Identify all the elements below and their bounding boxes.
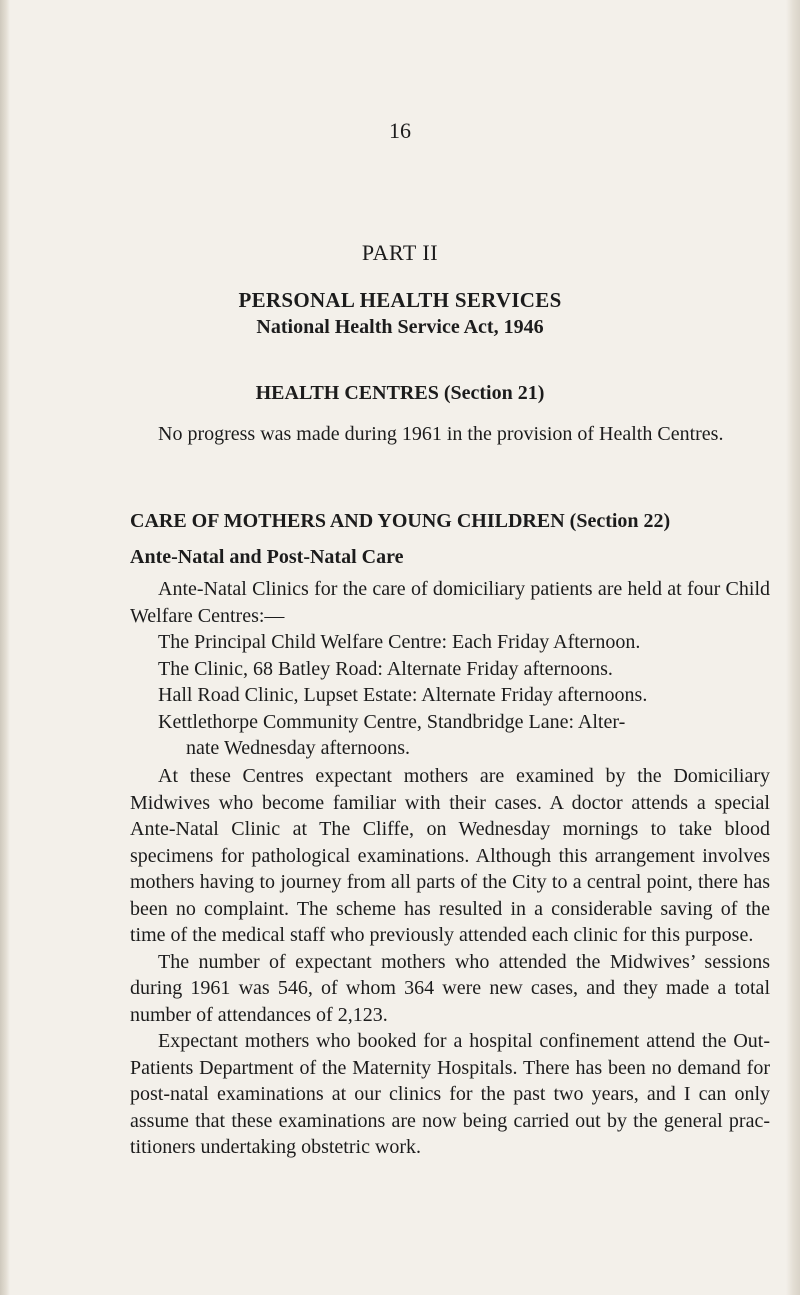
paragraph-midwives: At these Centres expectant mothers are examined by the Domiciliary Midwives who become familiar with their cases. A doctor attends a special Ante-Natal Clinic at The Cliffe, on Wednesday mornings to take blood specimens for pathological examinations. Although this arrangement involves mothers having to journey from all parts of the City to a central point, there has been no complaint. The scheme has resulted in a considerable saving of the time of the medical staff who previously attended each clinic for this purpose. [130,765,770,946]
body-paragraphs [130,763,770,1161]
page-left-edge [0,0,10,1295]
clinic-item: Hall Road Clinic, Lupset Estate: Alternate Friday afternoons. [158,684,648,706]
page-number: 16 [389,118,411,143]
clinics-intro: Ante-Natal Clinics for the care of domiciliary patients are held at four Child Welfare Centres:— [130,578,770,627]
clinic-item: The Principal Child Welfare Centre: Each Friday Afternoon. [158,631,641,653]
page-right-edge [786,0,800,1295]
clinic-item-line1: Kettlethorpe Community Centre, Standbridge Lane: Alter- [158,710,626,733]
clinics-block [130,576,770,762]
act-heading: National Health Service Act, 1946 [256,316,544,338]
health-centres-heading: HEALTH CENTRES (Section 21) [255,382,545,404]
clinic-item: The Clinic, 68 Batley Road: Alternate Friday afternoons. [158,657,613,680]
health-centres-text: No progress was made during 1961 in the provision of Health Centres. [158,423,724,445]
main-heading: PERSONAL HEALTH SERVICES [238,288,562,312]
part-title: PART II [361,240,439,265]
health-centres-paragraph [130,421,770,448]
clinic-item [130,709,770,762]
paragraph-attendance: The number of expectant mothers who attended the Midwives’ sessions during 1961 was 546, of whom 364 were new cases, and they made a total number of attendances of 2,123. [130,950,770,1026]
clinic-item-line2: nate Wednesday afternoons. [186,737,411,759]
clinic-list [130,629,770,762]
paragraph-hospital: Expectant mothers who booked for a hospital confinement attend the Out-Patients Department of the Maternity Hospitals. There has been no demand for post-natal examinations at our clinics for the past two years, and I can only assume that these examinations are now being carried out by the general practitioners undertaking obstetric work. [130,1030,770,1158]
care-section-heading: CARE OF MOTHERS AND YOUNG CHILDREN (Section 22) [130,510,671,532]
ante-natal-subheading: Ante-Natal and Post-Natal Care [130,546,404,568]
